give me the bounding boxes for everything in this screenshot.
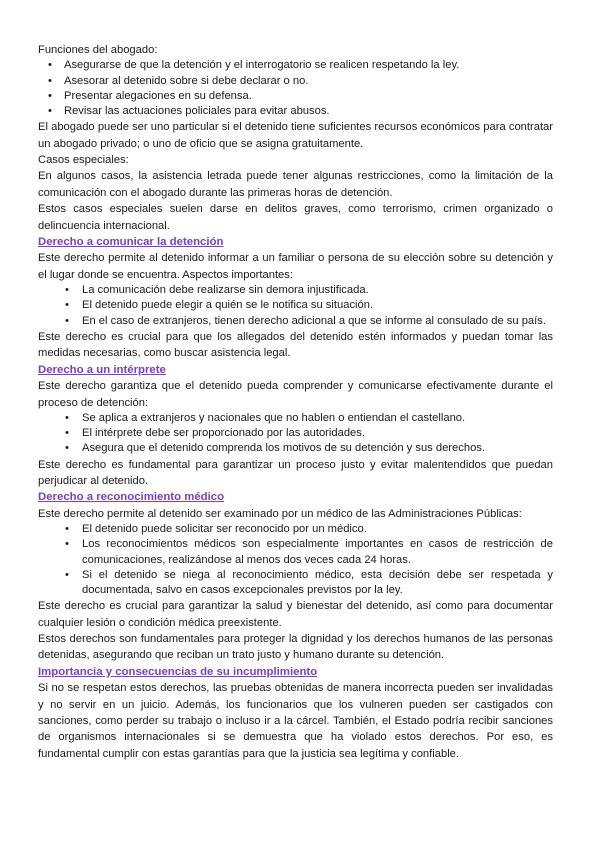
list-item: • El detenido puede solicitar ser reconocido por un médico. (38, 522, 553, 537)
interprete-list (38, 411, 553, 457)
interprete-intro: Este derecho garantiza que el detenido pueda comprender y comunicarse efectivamente durante el proceso de detención: (38, 380, 553, 409)
list-item: • Presentar alegaciones en su defensa. (38, 89, 553, 104)
medico-closing-2: Estos derechos son fundamentales para proteger la dignidad y los derechos humanos de las personas detenidas, asegurando que reciban un trato justo y humano durante su detención. (38, 632, 553, 662)
funciones-title: Funciones del abogado: (38, 44, 158, 56)
casos-title: Casos especiales: (38, 154, 129, 167)
list-item: • Revisar las actuaciones policiales para evitar abusos. (38, 104, 553, 119)
list-item: • El intérprete debe ser proporcionado por las autoridades. (38, 426, 553, 441)
medico-list (38, 522, 553, 598)
list-item: • Si el detenido se niega al reconocimiento médico, esta decisión debe ser respetada y documentada, salvo en casos excepcionales previstos por la ley. (38, 568, 553, 598)
list-item: • El detenido puede elegir a quién se le notifica su situación. (38, 298, 553, 313)
abogado-paragraph: El abogado puede ser uno particular si el detenido tiene suficientes recursos económicos para contratar un abogado privado; o uno de oficio que se asigna gratuitamente. (38, 121, 553, 150)
list-item: • Asegurarse de que la detención y el interrogatorio se realicen respetando la ley. (38, 58, 553, 73)
comunicar-heading: Derecho a comunicar la detención (38, 236, 224, 249)
comunicar-list (38, 283, 553, 329)
importancia-heading: Importancia y consecuencias de su incumplimiento (38, 665, 318, 678)
funciones-list (38, 58, 553, 119)
casos-paragraph-2: Estos casos especiales suelen darse en delitos graves, como terrorismo, crimen organizado o delincuencia internacional. (38, 203, 553, 232)
list-item: • Los reconocimientos médicos son especialmente importantes en casos de restricción de comunicaciones, realizándose al menos dos veces cada 24 horas. (38, 537, 553, 567)
list-item: • Asegura que el detenido comprenda los motivos de su detención y sus derechos. (38, 441, 553, 456)
list-item: • Se aplica a extranjeros y nacionales que no hablen o entiendan el castellano. (38, 411, 553, 426)
medico-heading: Derecho a reconocimiento médico (38, 491, 225, 504)
medico-intro: Este derecho permite al detenido ser examinado por un médico de las Administraciones Públicas: (38, 507, 522, 520)
medico-closing: Este derecho es crucial para garantizar la salud y bienestar del detenido, así como para documentar cualquier lesión o condición médica preexistente. (38, 600, 553, 629)
importancia-paragraph: Si no se respetan estos derechos, las pruebas obtenidas de manera incorrecta pueden ser invalidadas y no servir en un juicio. Además, los funcionarios que los vulneren pueden ser castigados con sanciones, como perder su trabajo o incluso ir a la cárcel. También, el Estado podría recibir sanciones de organismos internacionales si se demuestra que ha violado estos derechos. Por eso, es fundamental cumplir con estas garantías para que la justicia sea legítima y confiable. (38, 682, 553, 760)
casos-paragraph-1: En algunos casos, la asistencia letrada puede tener algunas restricciones, como la limitación de la comunicación con el abogado durante las primeras horas de detención. (38, 170, 553, 199)
list-item: • La comunicación debe realizarse sin demora injustificada. (38, 283, 553, 298)
interprete-heading: Derecho a un intérprete (38, 363, 166, 376)
list-item: • En el caso de extranjeros, tienen derecho adicional a que se informe al consulado de su país. (38, 314, 553, 329)
comunicar-closing: Este derecho es crucial para que los allegados del detenido estén informados y puedan tomar las medidas necesarias, como buscar asistencia legal. (38, 330, 553, 360)
interprete-closing: Este derecho es fundamental para garantizar un proceso justo y evitar malentendidos que puedan perjudicar al detenido. (38, 458, 553, 487)
list-item: • Asesorar al detenido sobre si debe declarar o no. (38, 74, 553, 89)
comunicar-intro: Este derecho permite al detenido informar a un familiar o persona de su elección sobre su detención y el lugar donde se encuentra. Aspectos importantes: (38, 252, 553, 281)
